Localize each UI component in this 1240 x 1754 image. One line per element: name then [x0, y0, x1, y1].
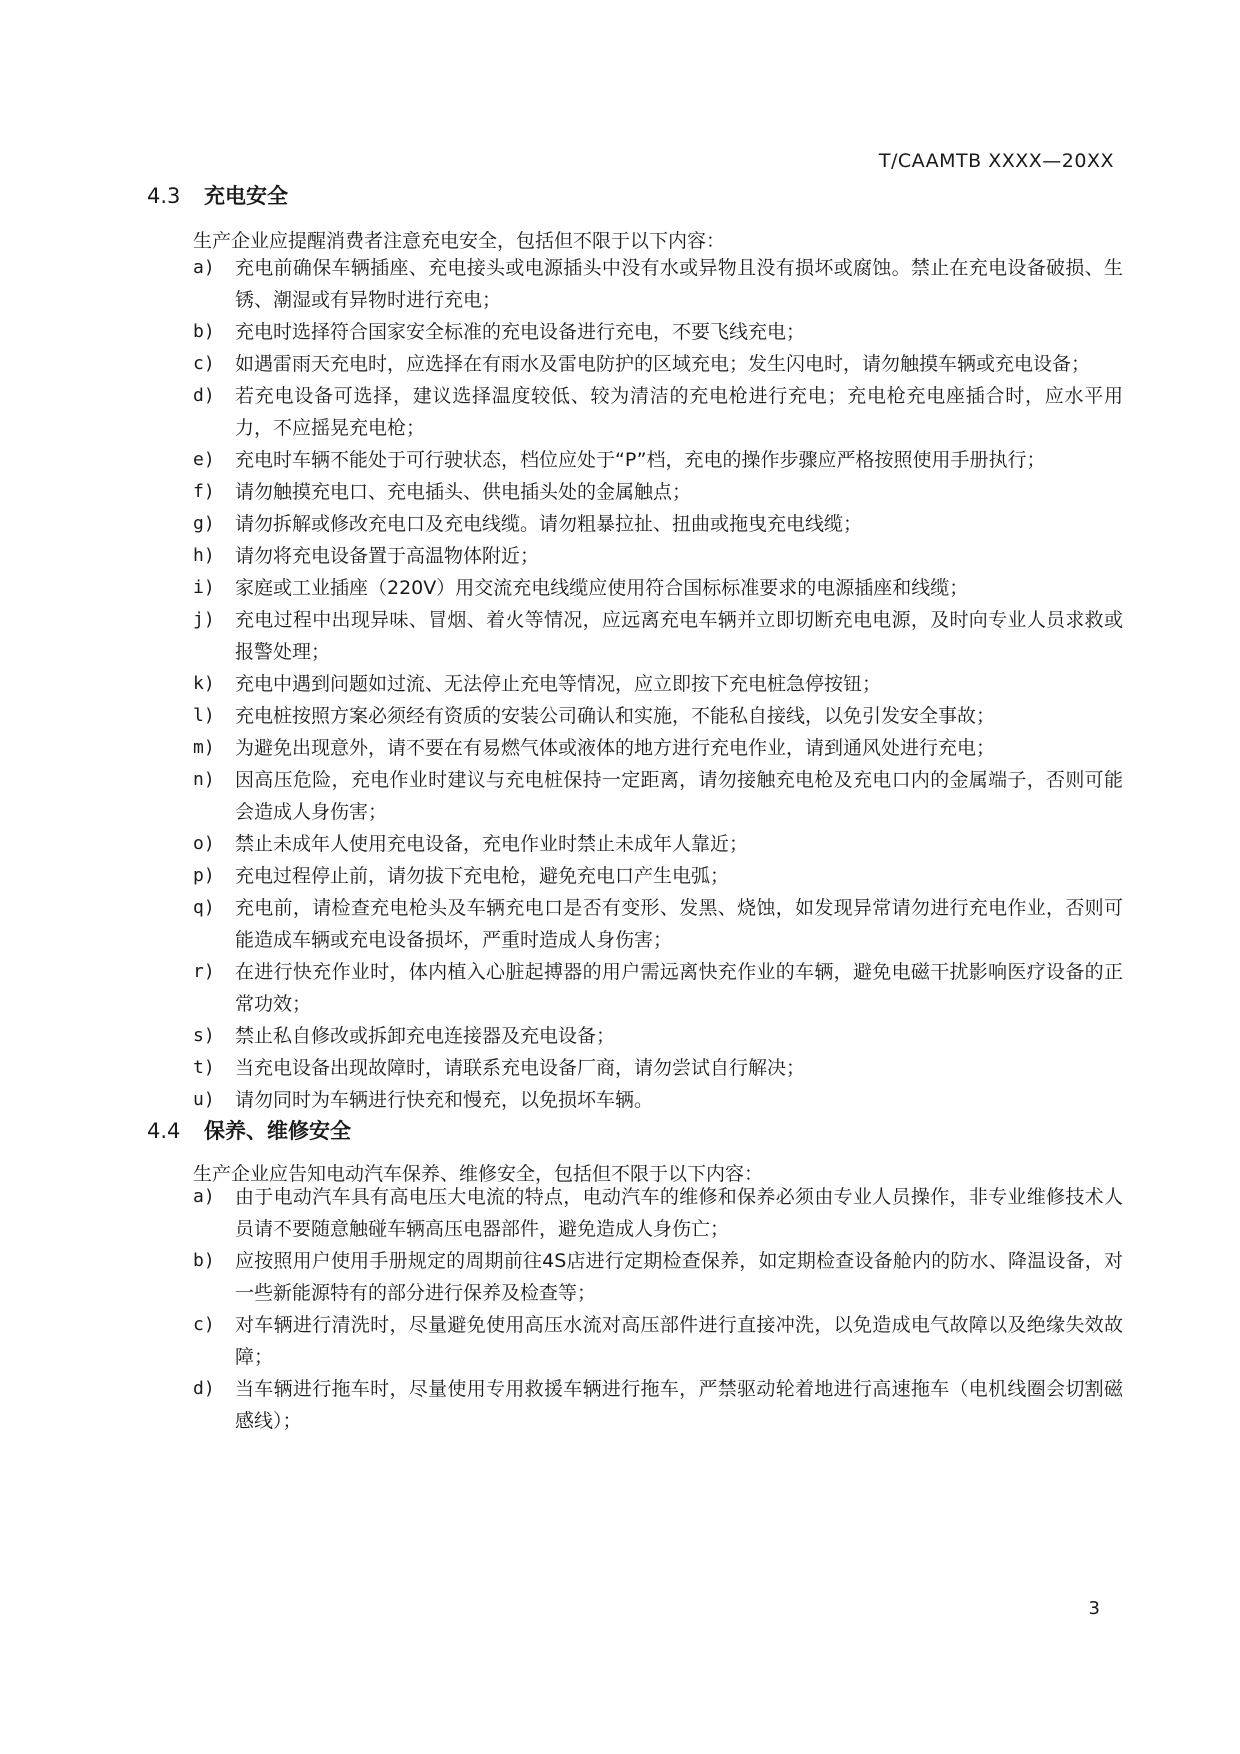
list-item-marker: t) [193, 1057, 215, 1078]
list-item-text: 由于电动汽车具有高电压大电流的特点，电动汽车的维修和保养必须由专业人员操作，非专业维修技术人员请不要随意触碰车辆高压电器部件，避免造成人身伤亡； [235, 1186, 1123, 1240]
list-item [193, 444, 1123, 476]
list-item-text: 充电时车辆不能处于可行驶状态，档位应处于“P”档，充电的操作步骤应严格按照使用手册执行； [235, 449, 1046, 471]
list-item-text: 因高压危险，充电作业时建议与充电桩保持一定距离，请勿接触充电枪及充电口内的金属端子，否则可能会造成人身伤害； [235, 769, 1123, 823]
section-heading: 保养、维修安全 [204, 1119, 351, 1143]
list-item-marker: b) [193, 1250, 215, 1271]
list-item-marker: m) [193, 737, 215, 758]
list-item-marker: f) [193, 481, 215, 502]
list-item-text: 充电过程停止前，请勿拔下充电枪，避免充电口产生电弧； [235, 865, 730, 887]
list-item [193, 700, 1123, 732]
list-item-marker: c) [193, 1314, 215, 1335]
list-item-marker: b) [193, 321, 215, 342]
list-item [193, 1181, 1123, 1245]
list-item-marker: o) [193, 833, 215, 854]
list-item [193, 764, 1123, 828]
list-item-text: 为避免出现意外，请不要在有易燃气体或液体的地方进行充电作业，请到通风处进行充电； [235, 737, 996, 759]
list-item-text: 禁止私自修改或拆卸充电连接器及充电设备； [235, 1025, 616, 1047]
list-item-marker: d) [193, 1378, 215, 1399]
list-item-text: 请勿触摸充电口、充电插头、供电插头处的金属触点； [235, 481, 692, 503]
list-4-4 [193, 1181, 1123, 1437]
list-item [193, 1052, 1123, 1084]
list-item-text: 当车辆进行拖车时，尽量使用专用救援车辆进行拖车，严禁驱动轮着地进行高速拖车（电机线圈会切割磁感线）； [235, 1378, 1123, 1432]
list-item-marker: e) [193, 449, 215, 470]
list-item-text: 请勿拆解或修改充电口及充电线缆。请勿粗暴拉扯、扭曲或拖曳充电线缆； [235, 513, 863, 535]
list-item-text: 充电前确保车辆插座、充电接头或电源插头中没有水或异物且没有损坏或腐蚀。禁止在充电设备破损、生锈、潮湿或有异物时进行充电； [235, 257, 1123, 311]
list-item [193, 380, 1123, 444]
list-item [193, 1245, 1123, 1309]
list-item-text: 对车辆进行清洗时，尽量避免使用高压水流对高压部件进行直接冲洗，以免造成电气故障以及绝缘失效故障； [235, 1314, 1123, 1368]
list-item-text: 应按照用户使用手册规定的周期前往4S店进行定期检查保养，如定期检查设备舱内的防水、降温设备，对一些新能源特有的部分进行保养及检查等； [235, 1250, 1123, 1304]
list-item [193, 604, 1123, 668]
section-heading: 充电安全 [204, 184, 288, 208]
section-intro-4-4: 生产企业应告知电动汽车保养、维修安全，包括但不限于以下内容： [193, 1163, 764, 1185]
list-item-text: 请勿同时为车辆进行快充和慢充，以免损坏车辆。 [235, 1089, 654, 1111]
list-item-marker: c) [193, 353, 215, 374]
section-intro-4-3: 生产企业应提醒消费者注意充电安全，包括但不限于以下内容： [193, 230, 726, 252]
list-item-text: 在进行快充作业时，体内植入心脏起搏器的用户需远离快充作业的车辆，避免电磁干扰影响医疗设备的正常功效； [235, 961, 1123, 1015]
list-item-marker: a) [193, 257, 215, 278]
list-item-text: 若充电设备可选择，建议选择温度较低、较为清洁的充电枪进行充电；充电枪充电座插合时，应水平用力，不应摇晃充电枪； [235, 385, 1123, 439]
list-item-marker: n) [193, 769, 215, 790]
header-standard-code: T/CAAMTB XXXX—20XX [878, 150, 1114, 172]
list-item-marker: h) [193, 545, 215, 566]
list-item [193, 252, 1123, 316]
list-item-marker: a) [193, 1186, 215, 1207]
list-item [193, 892, 1123, 956]
list-item-text: 请勿将充电设备置于高温物体附近； [235, 545, 540, 567]
list-item [193, 732, 1123, 764]
list-item-marker: i) [193, 577, 215, 598]
list-item [193, 668, 1123, 700]
list-item-text: 充电前，请检查充电枪头及车辆充电口是否有变形、发黑、烧蚀，如发现异常请勿进行充电作业，否则可能造成车辆或充电设备损坏，严重时造成人身伤害； [235, 897, 1123, 951]
list-item [193, 348, 1123, 380]
list-item [193, 860, 1123, 892]
list-item-marker: q) [193, 897, 215, 918]
section-number: 4.3 [147, 184, 181, 208]
list-item-text: 充电时选择符合国家安全标准的充电设备进行充电，不要飞线充电； [235, 321, 806, 343]
list-item-text: 充电过程中出现异味、冒烟、着火等情况，应远离充电车辆并立即切断充电电源，及时向专业人员求救或报警处理； [235, 609, 1123, 663]
page-number: 3 [1088, 1598, 1100, 1619]
list-item-marker: r) [193, 961, 215, 982]
list-item [193, 540, 1123, 572]
list-item-marker: d) [193, 385, 215, 406]
list-item [193, 828, 1123, 860]
list-item [193, 956, 1123, 1020]
list-item-marker: s) [193, 1025, 215, 1046]
list-item-text: 如遇雷雨天充电时，应选择在有雨水及雷电防护的区域充电；发生闪电时，请勿触摸车辆或充电设备； [235, 353, 1091, 375]
list-item-marker: l) [193, 705, 215, 726]
list-item [193, 316, 1123, 348]
list-item-text: 充电桩按照方案必须经有资质的安装公司确认和实施，不能私自接线，以免引发安全事故； [235, 705, 996, 727]
list-item [193, 572, 1123, 604]
list-item-text: 当充电设备出现故障时，请联系充电设备厂商，请勿尝试自行解决； [235, 1057, 806, 1079]
list-item [193, 476, 1123, 508]
list-item [193, 508, 1123, 540]
list-item [193, 1373, 1123, 1437]
list-item-marker: k) [193, 673, 215, 694]
list-item [193, 1084, 1123, 1116]
list-4-3 [193, 252, 1123, 1116]
section-title-4-3 [147, 180, 288, 210]
list-item-marker: u) [193, 1089, 215, 1110]
list-item-marker: j) [193, 609, 215, 630]
list-item-text: 禁止未成年人使用充电设备，充电作业时禁止未成年人靠近； [235, 833, 749, 855]
list-item [193, 1309, 1123, 1373]
list-item-marker: p) [193, 865, 215, 886]
list-item-text: 充电中遇到问题如过流、无法停止充电等情况，应立即按下充电桩急停按钮； [235, 673, 882, 695]
list-item [193, 1020, 1123, 1052]
section-number: 4.4 [147, 1119, 181, 1143]
section-title-4-4 [147, 1115, 351, 1145]
list-item-marker: g) [193, 513, 215, 534]
list-item-text: 家庭或工业插座（220V）用交流充电线缆应使用符合国标标准要求的电源插座和线缆； [235, 577, 969, 599]
